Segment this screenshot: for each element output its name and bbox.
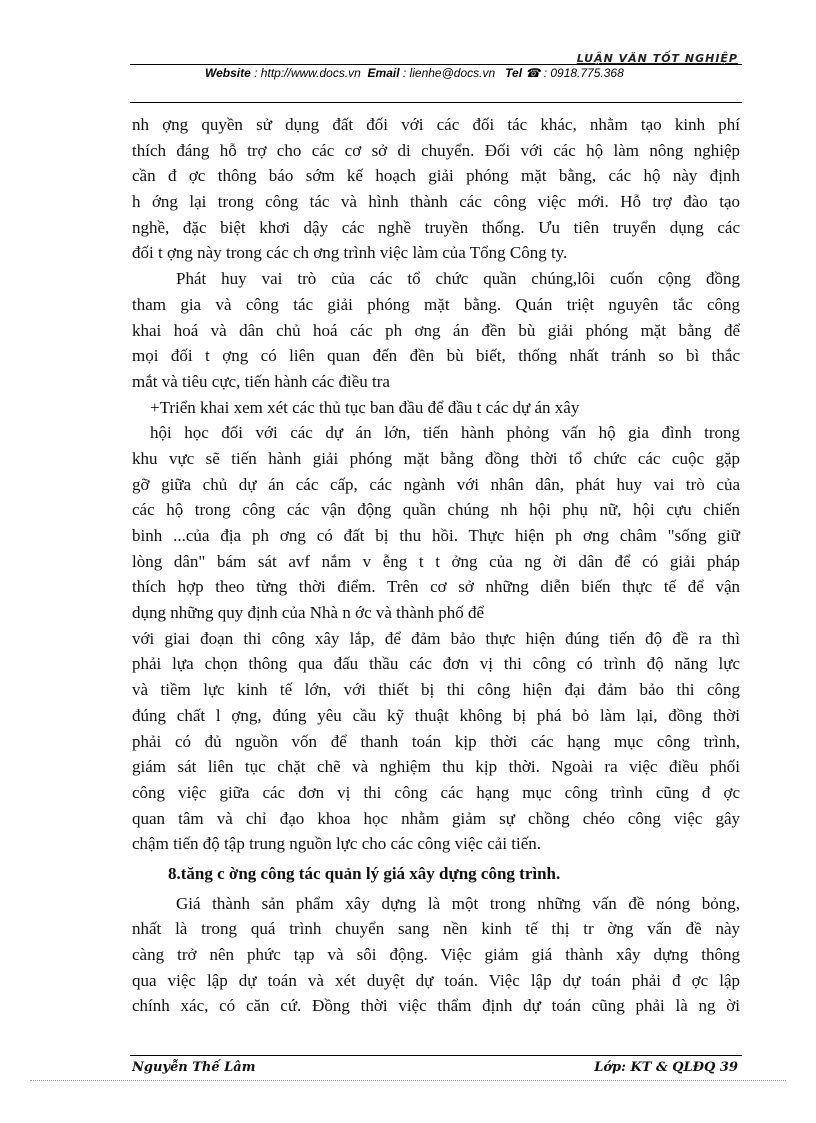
tel-label: Tel — [505, 66, 523, 80]
text-line: và tiềm lực kinh tế lớn, với thiết bị thi công hiện đại đảm bảo thi công — [132, 680, 740, 700]
text-line: mọi đối t ợng có liên quan đến đền bù biết, thống nhất tránh so bì thắc — [132, 346, 740, 366]
text-line: với giai đoạn thi công xây lắp, để đảm bảo thực hiện đúng tiến độ đề ra thì — [132, 628, 740, 648]
text-line: dụng những quy định của Nhà n ớc và thành phố để — [132, 603, 484, 623]
footer-dotted-rule — [30, 1080, 786, 1081]
text-line: công việc giữa các đơn vị thi công các hạng mục công trình cũng đ ợc — [132, 782, 740, 802]
text-line: khai hoá và dân chủ hoá các ph ơng án đền bù giải phóng mặt bằng để — [132, 320, 740, 340]
text-line: chậm tiến độ tập trung nguồn lực cho các công việc cải tiến. — [132, 834, 542, 854]
header-contact-line — [205, 66, 624, 80]
header-thesis-label: LUẬN VĂN TỐT NGHIỆP — [576, 52, 738, 65]
header-rule-bottom — [130, 102, 742, 103]
footer-class-page: Lớp: KT & QLĐQ 39 — [594, 1060, 738, 1075]
text-line: Phát huy vai trò của các tổ chức quần chúng,lôi cuốn cộng đồng — [176, 269, 740, 289]
text-line: tham gia và công tác giải phóng mặt bằng. Quán triệt nguyên tắc công — [132, 294, 740, 314]
text-line: nh ợng quyền sử dụng đất đối với các đối tác khác, nhằm tạo kinh phí — [132, 115, 740, 134]
text-line: giám sát liên tục chặt chẽ và nghiệm thu kịp thời. Ngoài ra việc điều phối — [132, 757, 740, 777]
text-line: Giá thành sản phẩm xây dựng là một trong những vấn đề nóng bỏng, — [176, 893, 740, 913]
section-heading: 8.tăng c ờng công tác quản lý giá xây dựng công trình. — [168, 863, 561, 883]
tel-value: : 0918.775.368 — [543, 66, 624, 80]
website-value[interactable]: : http://www.docs.vn — [254, 66, 361, 80]
footer-rule — [130, 1055, 742, 1056]
text-line: thích đáng hỗ trợ cho các cơ sở di chuyển. Đối với các hộ làm nông nghiệp — [132, 140, 740, 160]
header-rule-top — [130, 64, 742, 65]
text-line: quan tâm và chỉ đạo khoa học nhằm giảm sự chồng chéo công việc gây — [132, 808, 740, 828]
text-line: các hộ trong công các vận động quần chúng nh hội phụ nữ, hội cựu chiến — [132, 500, 740, 520]
text-line: h ớng lại trong công tác và hình thành các công việc mới. Hỗ trợ đào tạo — [132, 192, 740, 212]
email-label: Email — [367, 66, 400, 80]
text-line: nhất là trong quá trình chuyển sang nền kinh tế thị tr ờng vấn đề này — [132, 919, 740, 939]
document-body — [132, 112, 740, 1019]
text-line: đối t ợng này trong các ch ơng trình việc làm của Tổng Công ty. — [132, 243, 568, 263]
text-line: mắt và tiêu cực, tiến hành các điều tra — [132, 371, 390, 391]
text-line: hội học đối với các dự án lớn, tiến hành phỏng vấn hộ gia đình trong — [150, 423, 740, 443]
website-label: Website — [205, 66, 251, 80]
text-line: +Triển khai xem xét các thủ tục ban đầu để đầu t các dự án xây — [150, 397, 580, 417]
text-line: nghề, đặc biệt khơi dậy các nghề truyền thống. Ưu tiên truyển dụng các — [132, 217, 740, 237]
text-line: thích hợp theo từng thời điểm. Trên cơ sở những diễn biến thực tế để vận — [132, 577, 740, 597]
text-line: lòng dân" bám sát avf nắm v ễng t t ởng của ng ời dân để có giải pháp — [132, 551, 740, 571]
text-line: binh ...của địa ph ơng có đất bị thu hồi. Thực hiện ph ơng châm "sống giữ — [132, 526, 740, 545]
text-line: cần đ ợc thông báo sớm kế hoạch giải phóng mặt bằng, các hộ này định — [132, 166, 740, 186]
text-line: phải có đủ nguồn vốn để thanh toán kịp thời các hạng mục công trình, — [132, 731, 740, 751]
text-line: khu vực sẽ tiến hành giải phóng mặt bằng đồng thời tổ chức các cuộc gặp — [132, 448, 740, 468]
text-line: phải lựa chọn thông qua đấu thầu các đơn vị thi công có trình độ năng lực — [132, 654, 740, 674]
text-line: qua việc lập dự toán và xét duyệt dự toán. Việc lập dự toán phải đ ợc lập — [132, 970, 740, 990]
text-line: đúng chất l ợng, đúng yêu cầu kỹ thuật không bị phá bỏ làm lại, đồng thời — [132, 705, 740, 725]
text-line: gỡ giữa chủ dự án các cấp, các ngành với nhân dân, phát huy vai trò của — [132, 474, 740, 494]
email-value[interactable]: : lienhe@docs.vn — [402, 66, 496, 80]
footer-author: Nguyễn Thế Lâm — [132, 1060, 256, 1075]
phone-icon: ☎ — [525, 66, 541, 80]
text-line: càng trở nên phức tạp và sôi động. Việc giảm giá thành xây dựng thông — [132, 945, 740, 964]
text-line: chính xác, có căn cứ. Đồng thời việc thẩm định dự toán cũng phải là ng ời — [132, 996, 740, 1016]
